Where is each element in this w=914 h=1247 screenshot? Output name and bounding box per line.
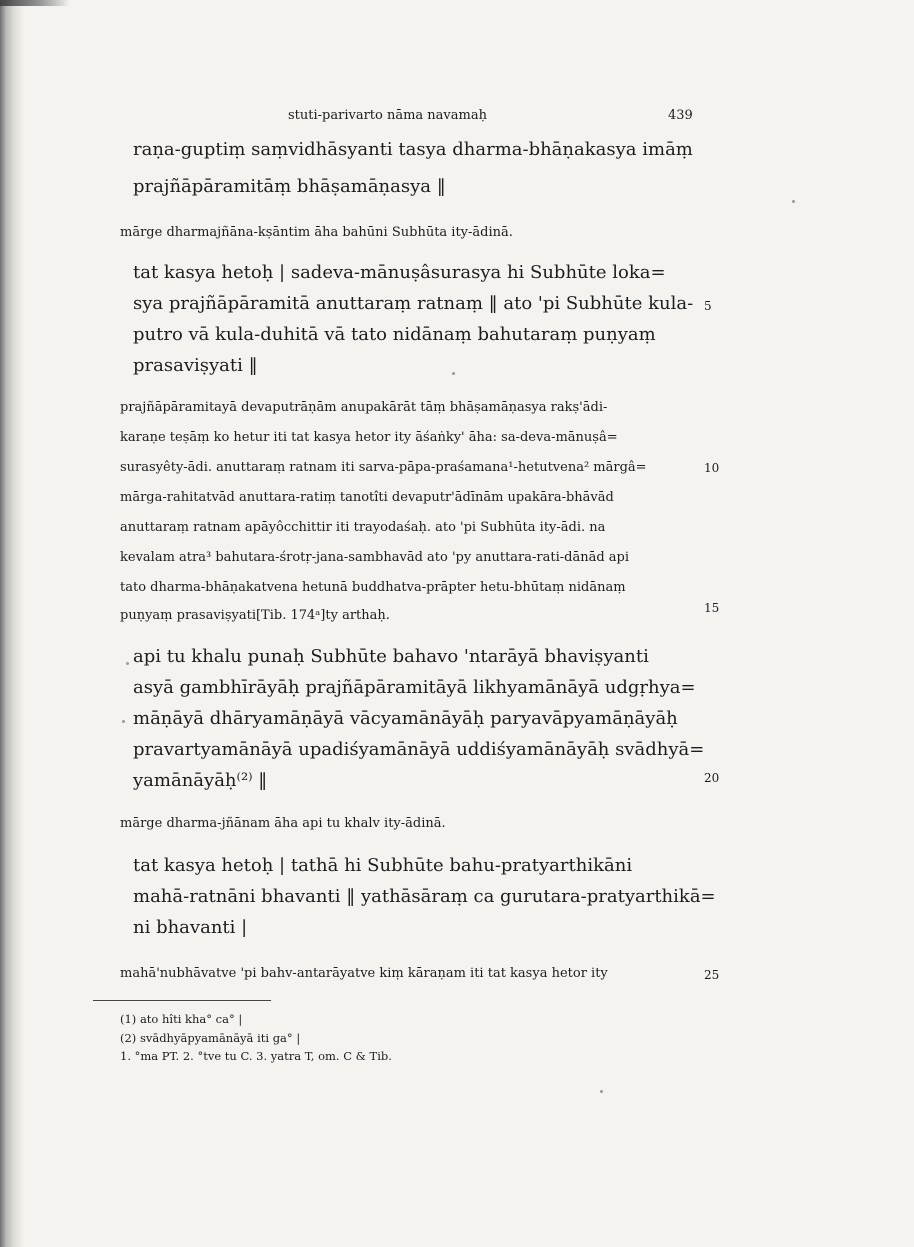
- line-number: 25: [704, 968, 720, 982]
- commentary-line: mārge dharma-jñānam āha api tu khalv ity-ādinā.: [120, 816, 446, 831]
- scan-speck: [792, 200, 795, 203]
- verse-line: api tu khalu punaḥ Subhūte bahavo 'ntarāyā bhaviṣyanti: [133, 646, 649, 667]
- page-number: 439: [668, 108, 693, 123]
- verse-line: yamānāyāḥ⁽²⁾ ‖: [133, 770, 268, 791]
- line-number: 15: [704, 601, 720, 615]
- verse-line: raṇa-guptiṃ saṃvidhāsyanti tasya dharma-bhāṇakasya imāṃ: [133, 139, 693, 160]
- footnote: (1) ato hîti kha° ca° |: [120, 1012, 243, 1026]
- verse-line: māṇāyā dhāryamāṇāyā vācyamānāyāḥ paryavāpyamāṇāyāḥ: [133, 708, 678, 729]
- footnote: (2) svādhyāpyamānāyā iti ga° |: [120, 1031, 301, 1045]
- footnote-rule: [93, 1000, 271, 1001]
- verse-line: tat kasya hetoḥ | sadeva-mānuṣâsurasya hi Subhūte loka=: [133, 262, 666, 283]
- verse-line: sya prajñāpāramitā anuttaraṃ ratnaṃ ‖ ato 'pi Subhūte kula-: [133, 293, 694, 314]
- scan-speck: [600, 1090, 603, 1093]
- line-number: 10: [704, 461, 720, 475]
- verse-line: prasaviṣyati ‖: [133, 355, 258, 376]
- verse-line: ni bhavanti |: [133, 917, 248, 938]
- commentary-line: mahā'nubhāvatve 'pi bahv-antarāyatve kiṃ kāraṇam iti tat kasya hetor ity: [120, 966, 608, 981]
- scan-speck: [452, 372, 455, 375]
- commentary-line: mārga-rahitatvād anuttara-ratiṃ tanotîti devaputr'ādīnām upakāra-bhāvād: [120, 490, 614, 505]
- commentary-line: tato dharma-bhāṇakatvena hetunā buddhatva-prāpter hetu-bhūtaṃ nidānaṃ: [120, 580, 626, 595]
- verse-line: putro vā kula-duhitā vā tato nidānaṃ bahutaraṃ puṇyaṃ: [133, 324, 656, 345]
- scan-speck: [126, 662, 129, 665]
- running-title: stuti-parivarto nāma navamaḥ: [288, 108, 487, 123]
- commentary-line: puṇyaṃ prasaviṣyati[Tib. 174ᵃ]ty arthaḥ.: [120, 608, 390, 623]
- verse-line: pravartyamānāyā upadiśyamānāyā uddiśyamānāyāḥ svādhyā=: [133, 739, 705, 760]
- scan-corner-shadow: [0, 0, 70, 6]
- footnote: 1. °ma PT. 2. °tve tu C. 3. yatra T, om. C & Tib.: [120, 1049, 392, 1063]
- line-number: 5: [704, 299, 712, 313]
- commentary-line: mārge dharmajñāna-kṣāntim āha bahūni Subhūta ity-ādinā.: [120, 225, 513, 240]
- commentary-line: prajñāpāramitayā devaputrāṇām anupakārāt tāṃ bhāṣamāṇasya rakṣ'ādi-: [120, 400, 608, 415]
- commentary-line: kevalam atra³ bahutara-śrotṛ-jana-sambhavād ato 'py anuttara-rati-dānād api: [120, 550, 630, 565]
- line-number: 20: [704, 771, 720, 785]
- commentary-line: karaṇe teṣāṃ ko hetur iti tat kasya hetor ity āśaṅky' āha: sa-deva-mānuṣâ=: [120, 430, 618, 445]
- verse-line: asyā gambhīrāyāḥ prajñāpāramitāyā likhyamānāyā udgṛhya=: [133, 677, 696, 698]
- verse-line: mahā-ratnāni bhavanti ‖ yathāsāraṃ ca gurutara-pratyarthikā=: [133, 886, 716, 907]
- scan-speck: [122, 720, 125, 723]
- commentary-line: anuttaraṃ ratnam apāyôcchittir iti trayodaśaḥ. ato 'pi Subhūta ity-ādi. na: [120, 520, 606, 535]
- commentary-line: surasyêty-ādi. anuttaraṃ ratnam iti sarva-pāpa-praśamana¹-hetutvena² mārgâ=: [120, 460, 647, 475]
- verse-line: tat kasya hetoḥ | tathā hi Subhūte bahu-pratyarthikāni: [133, 855, 633, 876]
- scan-left-edge: [0, 0, 24, 1247]
- verse-line: prajñāpāramitāṃ bhāṣamāṇasya ‖: [133, 176, 446, 197]
